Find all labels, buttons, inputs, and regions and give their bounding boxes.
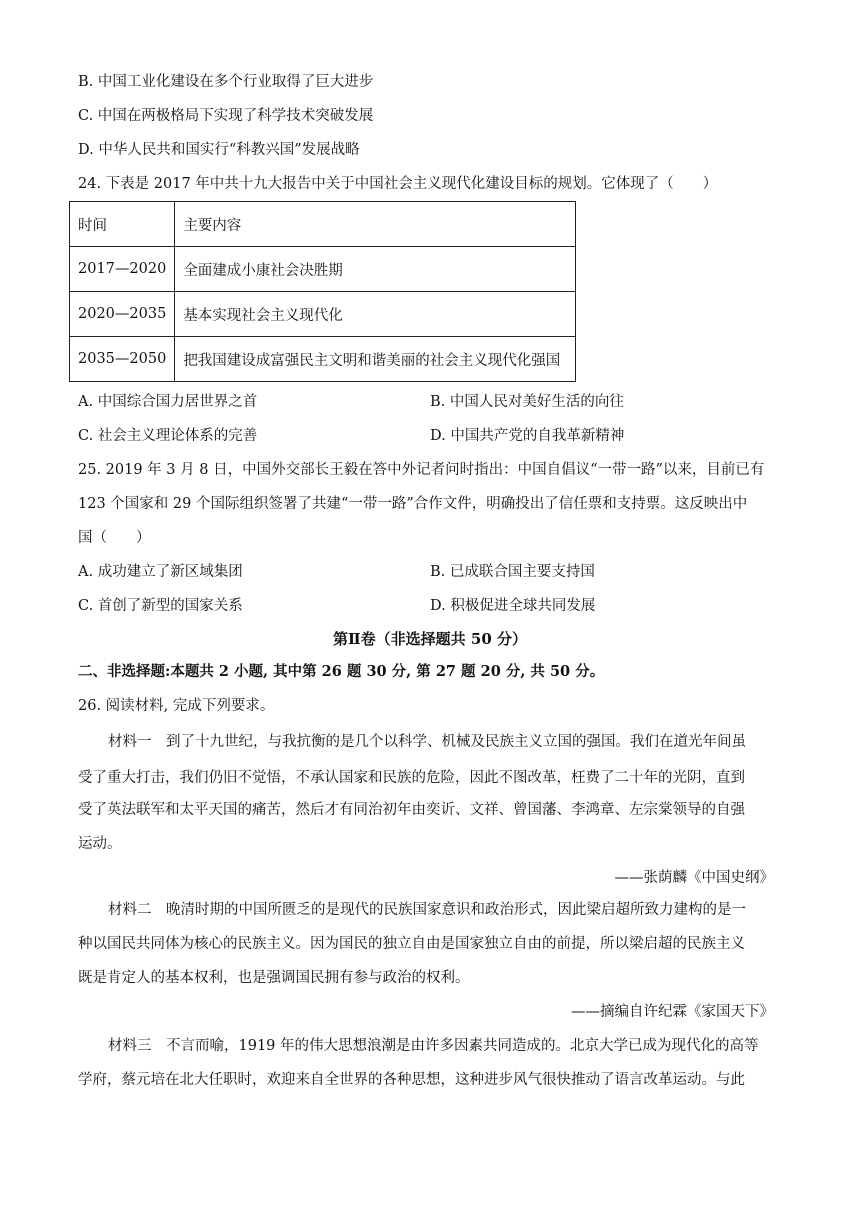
table-cell: 2017—2020 [70,247,175,292]
q24-option-b: B. 中国人民对美好生活的向往 [430,394,624,410]
material2-source: ——摘编自许纪霖《家国天下》 [571,1004,774,1020]
q23-option-d: D. 中华人民共和国实行“科教兴国”发展战略 [78,142,360,158]
table-cell: 基本实现社会主义现代化 [175,292,576,337]
q24-stem: 24. 下表是 2017 年中共十九大报告中关于中国社会主义现代化建设目标的规划。它体现了（ ） [78,176,718,192]
q26-stem: 26. 阅读材料, 完成下列要求。 [78,698,275,714]
q23-option-c: C. 中国在两极格局下实现了科学技术突破发展 [78,108,374,124]
q25-stem-line1: 25. 2019 年 3 月 8 日，中国外交部长王毅在答中外记者问时指出：中国自倡议“一带一路”以来，目前已有 [78,462,765,478]
material3-line2: 学府，蔡元培在北大任职时，欢迎来自全世界的各种思想，这种进步风气很快推动了语言改革运动。与此 [78,1072,745,1088]
q24-option-c: C. 社会主义理论体系的完善 [78,428,258,444]
section-instruction: 二、非选择题:本题共 2 小题, 其中第 26 题 30 分, 第 27 题 20 分, 共 50 分。 [78,663,605,680]
material2-line2: 种以国民共同体为核心的民族主义。因为国民的独立自由是国家独立自由的前提，所以梁启超的民族主义 [78,936,745,952]
material2-line3: 既是肯定人的基本权利，也是强调国民拥有参与政治的权利。 [78,970,470,986]
q25-stem-line3: 国（ ） [78,530,151,546]
material3-line1: 材料三 不言而喻，1919 年的伟大思想浪潮是由许多因素共同造成的。北京大学已成为现代化的高等 [108,1038,759,1054]
material1-line3: 受了英法联军和太平天国的痛苦，然后才有同治初年由奕䜣、文祥、曾国藩、李鸿章、左宗棠领导的自强 [78,802,745,818]
material1-line2: 受了重大打击，我们仍旧不觉悟，不承认国家和民族的危险，因此不图改革，枉费了二十年的光阴，直到 [78,770,745,786]
table-header-cell: 时间 [70,202,175,247]
material1-line4: 运动。 [78,836,122,852]
material1-line1: 材料一 到了十九世纪，与我抗衡的是几个以科学、机械及民族主义立国的强国。我们在道光年间虽 [108,734,746,750]
q25-option-b: B. 已成联合国主要支持国 [430,564,595,580]
table-row [70,247,576,292]
table-cell: 全面建成小康社会决胜期 [175,247,576,292]
q25-option-a: A. 成功建立了新区域集团 [78,564,243,580]
table-cell: 2020—2035 [70,292,175,337]
q24-plan-table [69,201,576,382]
table-row [70,292,576,337]
table-cell: 2035—2050 [70,337,175,382]
table-header-row [70,202,576,247]
section-title: 第Ⅱ卷（非选择题共 50 分） [333,630,527,648]
q24-option-a: A. 中国综合国力居世界之首 [78,394,258,410]
q25-stem-line2: 123 个国家和 29 个国际组织签署了共建“一带一路”合作文件，明确投出了信任票和支持票。这反映出中 [78,496,748,512]
table-cell: 把我国建设成富强民主文明和谐美丽的社会主义现代化强国 [175,337,576,382]
material2-line1: 材料二 晚清时期的中国所匮乏的是现代的民族国家意识和政治形式，因此梁启超所致力建构的是一 [108,902,746,918]
q25-option-d: D. 积极促进全球共同发展 [430,598,596,614]
q25-option-c: C. 首创了新型的国家关系 [78,598,243,614]
table-header-cell: 主要内容 [175,202,576,247]
table-row [70,337,576,382]
material1-source: ——张荫麟《中国史纲》 [614,870,774,886]
q24-option-d: D. 中国共产党的自我革新精神 [430,428,625,444]
q23-option-b: B. 中国工业化建设在多个行业取得了巨大进步 [78,74,374,90]
